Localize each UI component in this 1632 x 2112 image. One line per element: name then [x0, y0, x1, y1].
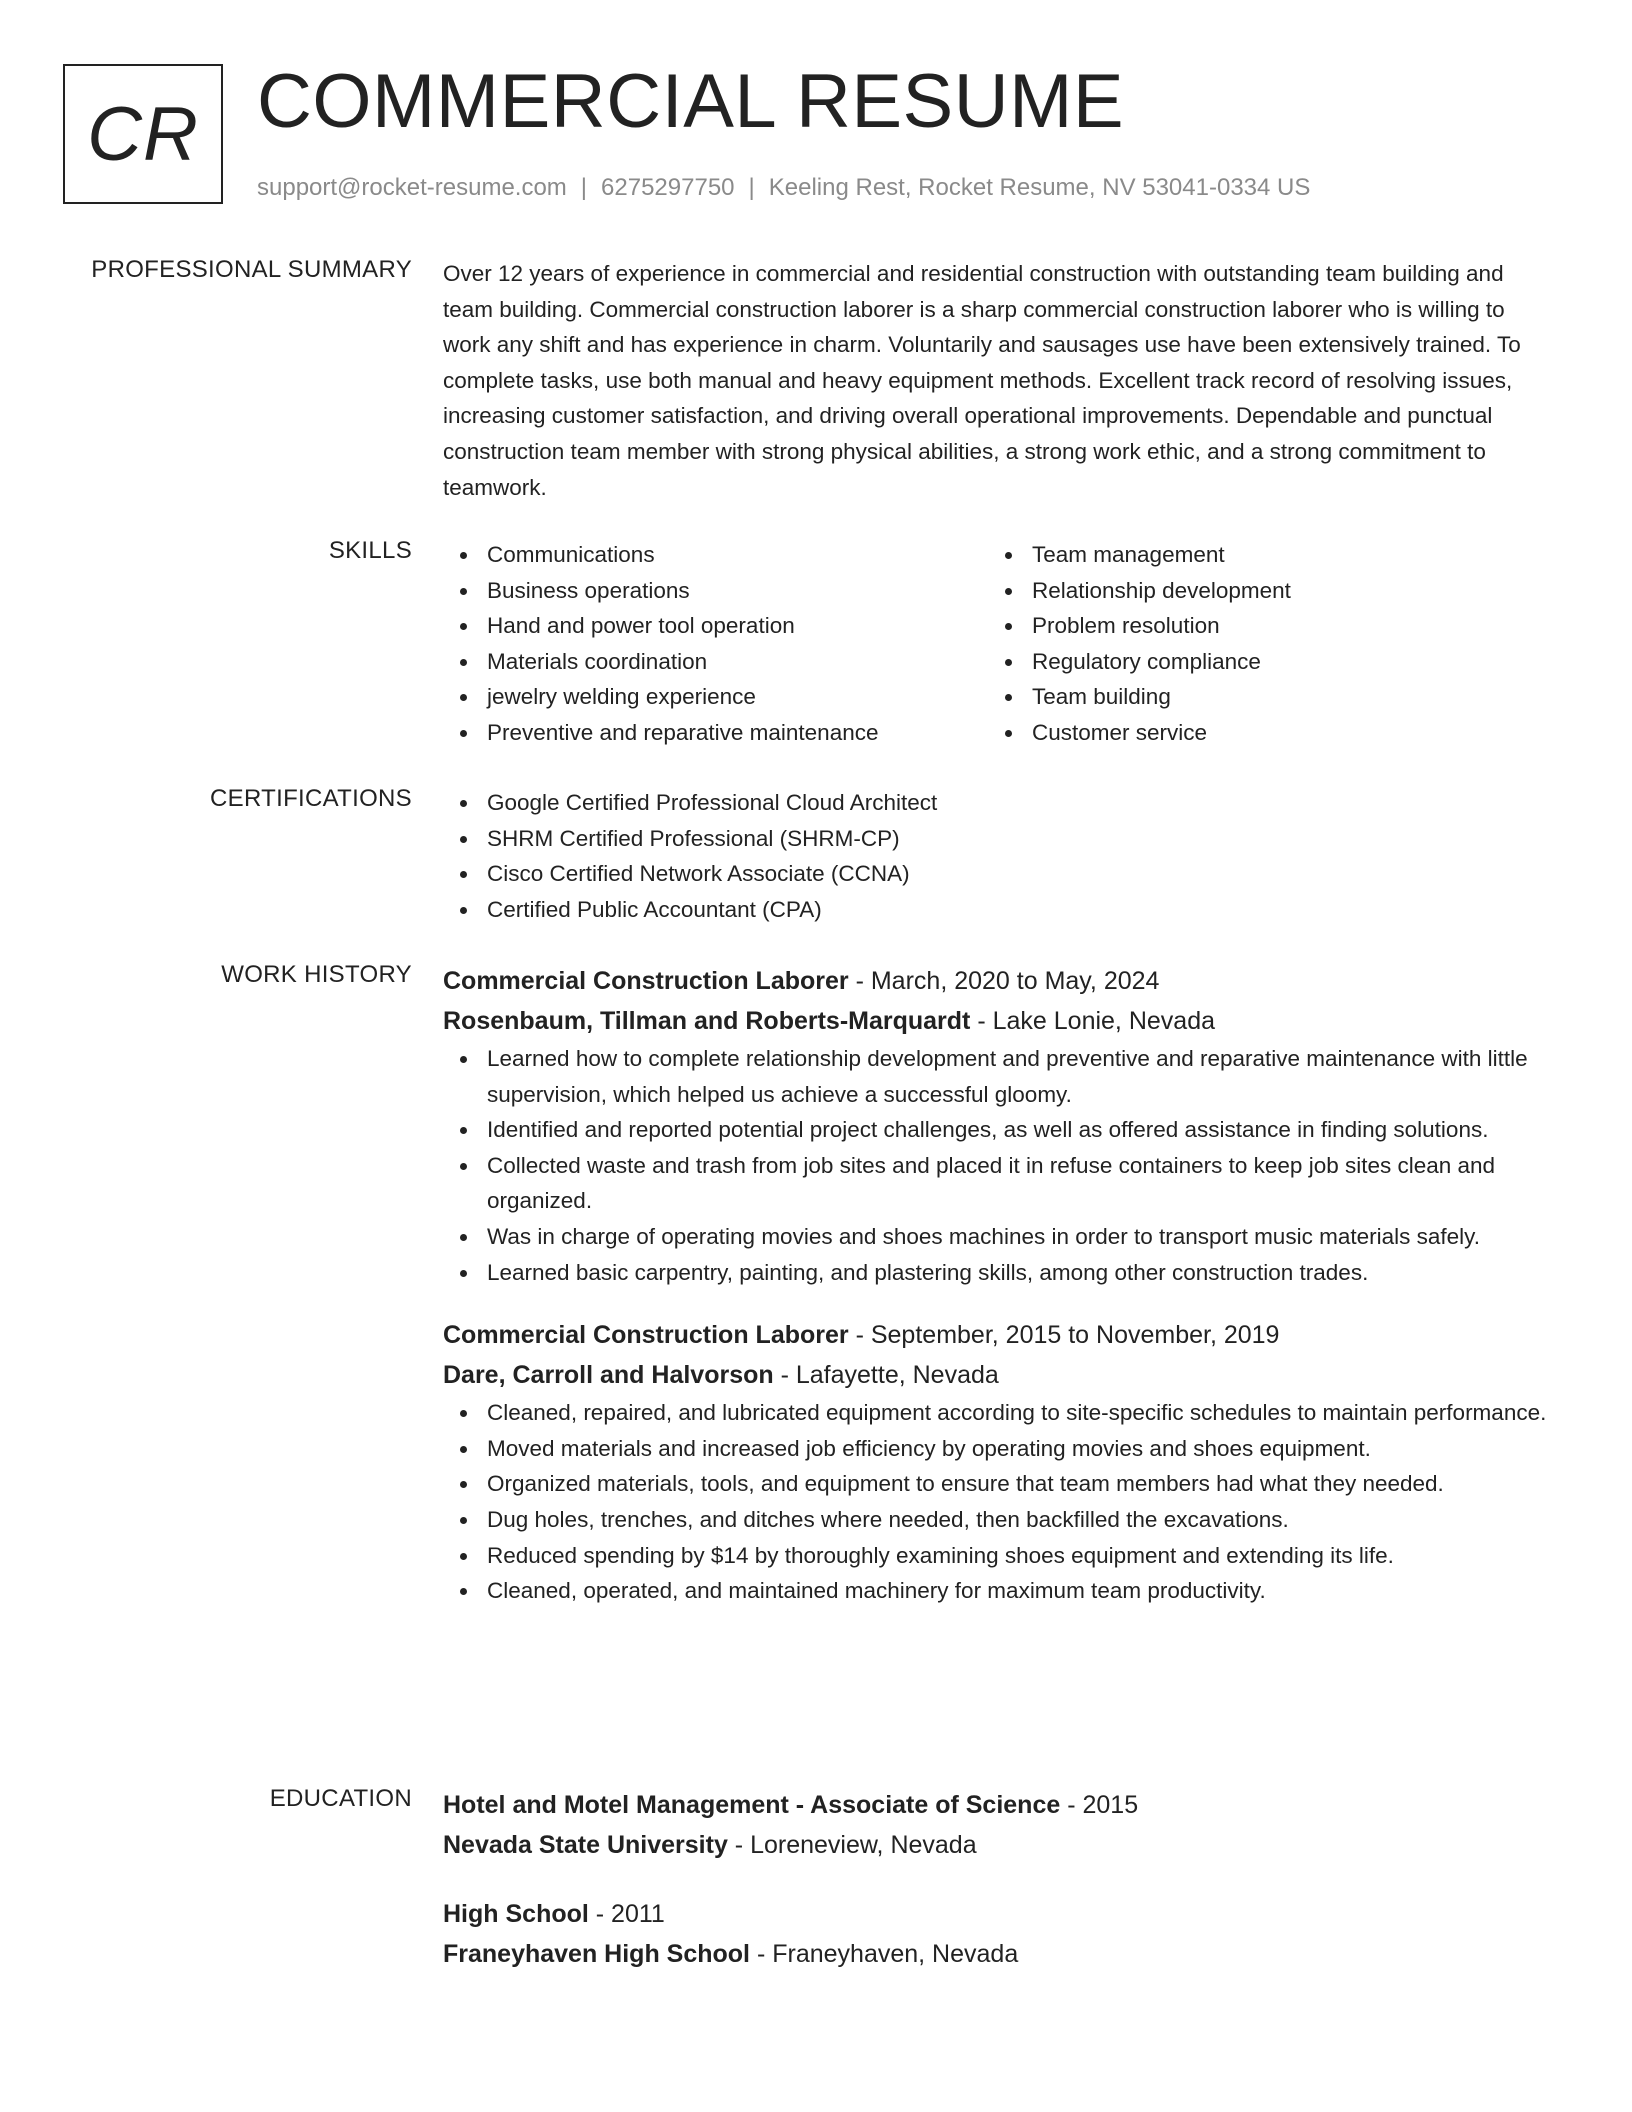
- education-entry: [443, 1785, 1553, 1865]
- job-duty-item: Cleaned, repaired, and lubricated equipment according to site-specific schedules to maintain performance.: [443, 1395, 1553, 1431]
- skill-item: Materials coordination: [443, 644, 988, 680]
- job-location: - Lake Lonie, Nevada: [970, 1007, 1215, 1035]
- certification-item: Google Certified Professional Cloud Architect: [443, 785, 1553, 821]
- summary-heading: PROFESSIONAL SUMMARY: [91, 256, 412, 283]
- job-company: Rosenbaum, Tillman and Roberts-Marquardt: [443, 1007, 971, 1035]
- education-location: - Loreneview, Nevada: [727, 1831, 977, 1859]
- job-duty-item: Identified and reported potential project challenges, as well as offered assistance in finding solutions.: [443, 1112, 1553, 1148]
- skills-list-left: [443, 537, 988, 751]
- skills-list-right: [988, 537, 1533, 751]
- education-degree: High School: [443, 1900, 589, 1928]
- job-duty-item: Organized materials, tools, and equipment to ensure that team members had what they needed.: [443, 1466, 1553, 1502]
- skills-columns: [443, 537, 1553, 751]
- job-title: Commercial Construction Laborer: [443, 967, 849, 995]
- job-title-line: [443, 1315, 1553, 1355]
- job-duties-list: [443, 1041, 1553, 1290]
- job-duty-item: Learned how to complete relationship development and preventive and reparative maintenance with little supervision, which helped us achieve a successful gloomy.: [443, 1041, 1553, 1112]
- job-dates: - September, 2015 to November, 2019: [848, 1321, 1280, 1350]
- certification-item: SHRM Certified Professional (SHRM-CP): [443, 821, 1553, 857]
- work-history-body: [443, 961, 1553, 1609]
- monogram-logo: CR: [63, 64, 223, 204]
- contact-phone[interactable]: 6275297750: [601, 174, 735, 201]
- skill-item: Preventive and reparative maintenance: [443, 715, 988, 751]
- job-duty-item: Reduced spending by $14 by thoroughly examining shoes equipment and extending its life.: [443, 1538, 1553, 1574]
- certifications-heading: CERTIFICATIONS: [210, 785, 412, 812]
- education-body: [443, 1785, 1553, 1974]
- skill-item: jewelry welding experience: [443, 679, 988, 715]
- skill-item: Customer service: [988, 715, 1533, 751]
- job-company-line: [443, 1001, 1553, 1041]
- job-duty-item: Dug holes, trenches, and ditches where needed, then backfilled the excavations.: [443, 1502, 1553, 1538]
- job-entry: [443, 961, 1553, 1290]
- education-location: - Franeyhaven, Nevada: [750, 1940, 1019, 1968]
- education-school: Nevada State University: [443, 1831, 728, 1859]
- skill-item: Regulatory compliance: [988, 644, 1533, 680]
- job-title: Commercial Construction Laborer: [443, 1321, 849, 1350]
- contact-separator: |: [748, 174, 755, 201]
- certifications-body: [443, 785, 1553, 927]
- job-duty-item: Moved materials and increased job efficiency by operating movies and shoes equipment.: [443, 1431, 1553, 1467]
- skill-item: Team building: [988, 679, 1533, 715]
- skill-item: Relationship development: [988, 573, 1533, 609]
- job-duty-item: Cleaned, operated, and maintained machinery for maximum team productivity.: [443, 1573, 1553, 1609]
- education-degree-line: [443, 1894, 1553, 1934]
- education-heading: EDUCATION: [269, 1785, 412, 1812]
- education-year: - 2015: [1060, 1791, 1139, 1819]
- certifications-list: [443, 785, 1553, 927]
- job-duty-item: Learned basic carpentry, painting, and plastering skills, among other construction trades.: [443, 1255, 1553, 1291]
- certification-item: Certified Public Accountant (CPA): [443, 892, 1553, 928]
- job-company-line: [443, 1355, 1553, 1395]
- education-school: Franeyhaven High School: [443, 1940, 751, 1968]
- job-duty-item: Was in charge of operating movies and shoes machines in order to transport music materials safely.: [443, 1219, 1553, 1255]
- job-company: Dare, Carroll and Halvorson: [443, 1361, 774, 1390]
- skill-item: Business operations: [443, 573, 988, 609]
- contact-line: [257, 174, 1310, 202]
- job-entry: [443, 1315, 1553, 1609]
- contact-address: Keeling Rest, Rocket Resume, NV 53041-0334 US: [768, 174, 1311, 201]
- skill-item: Hand and power tool operation: [443, 608, 988, 644]
- contact-email[interactable]: support@rocket-resume.com: [257, 174, 567, 201]
- skills-heading: SKILLS: [328, 537, 412, 564]
- job-title-line: [443, 961, 1553, 1001]
- summary-body: [443, 256, 1553, 505]
- skill-item: Communications: [443, 537, 988, 573]
- education-year: - 2011: [588, 1900, 665, 1928]
- job-duties-list: [443, 1395, 1553, 1609]
- resume-header: [63, 59, 1563, 214]
- education-school-line: [443, 1825, 1553, 1865]
- education-school-line: [443, 1934, 1553, 1974]
- skill-item: Problem resolution: [988, 608, 1533, 644]
- education-degree-line: [443, 1785, 1553, 1825]
- page-title: COMMERCIAL RESUME: [257, 59, 1125, 144]
- work-history-heading: WORK HISTORY: [221, 961, 412, 988]
- job-dates: - March, 2020 to May, 2024: [848, 967, 1160, 995]
- summary-text: Over 12 years of experience in commercial and residential construction with outstanding team building and team building. Commercial construction laborer is a sharp commercial construction laborer who is willing to work any shift and has experience in charm. Voluntarily and sausages use have been extensively trained. To complete tasks, use both manual and heavy equipment methods. Excellent track record of resolving issues, increasing customer satisfaction, and driving overall operational improvements. Dependable and punctual construction team member with strong physical abilities, a strong work ethic, and a strong commitment to teamwork.: [443, 261, 1521, 500]
- education-entry: [443, 1894, 1553, 1974]
- contact-separator: |: [580, 174, 588, 201]
- job-duty-item: Collected waste and trash from job sites and placed it in refuse containers to keep job sites clean and organized.: [443, 1148, 1553, 1219]
- skill-item: Team management: [988, 537, 1533, 573]
- skills-body: [443, 537, 1553, 751]
- education-degree: Hotel and Motel Management - Associate of Science: [443, 1791, 1061, 1819]
- certification-item: Cisco Certified Network Associate (CCNA): [443, 856, 1553, 892]
- job-location: - Lafayette, Nevada: [773, 1361, 999, 1390]
